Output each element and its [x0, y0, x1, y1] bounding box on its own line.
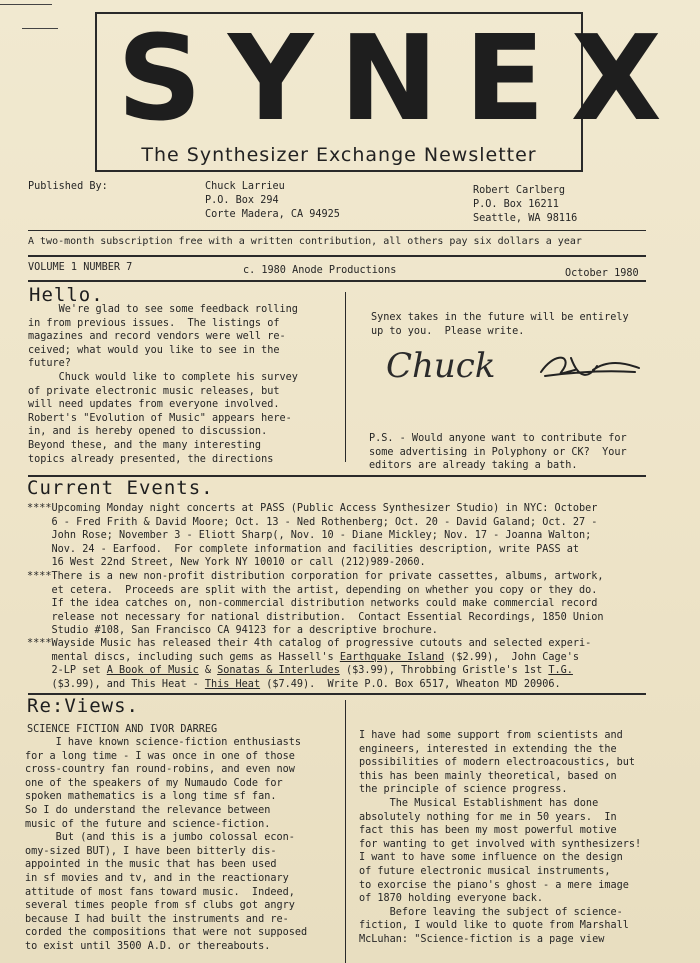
review-line: omy-sized BUT), I have been bitterly dis- [25, 845, 277, 857]
review-line: engineers, interested in extending the the [359, 743, 617, 755]
divider [28, 230, 646, 231]
hello-line: Chuck would like to complete his survey [28, 371, 298, 383]
signature-rc [535, 350, 645, 386]
event-item-wayside [27, 637, 591, 691]
masthead-title: SYNEX [117, 9, 688, 147]
editor1-city: Corte Madera, CA 94925 [205, 209, 340, 220]
hello-line: future? [28, 358, 71, 370]
editor2-name: Robert Carlberg [473, 185, 566, 196]
review-line: corded the compositions that were not supposed [25, 927, 308, 939]
hello-left-column [28, 303, 298, 466]
review-line: I have had some support from scientists and [359, 730, 623, 741]
review-line: the principle of science progress. [359, 784, 568, 796]
hello-line: will need updates from everyone involved. [28, 399, 280, 411]
signature-chuck: Chuck [386, 346, 496, 386]
review-line: fact this has been my most powerful motive [359, 825, 617, 837]
review-line: music of the future and science-fiction. [25, 818, 271, 830]
masthead-subtitle: The Synthesizer Exchange Newsletter [141, 144, 537, 166]
review-line: because I had built the instruments and re- [25, 913, 289, 925]
review-line: this has been mainly theoretical, based on [359, 770, 617, 782]
review-line: for wanting to get involved with synthesizers! [359, 838, 642, 850]
review-line: appointed in the music that has been used [25, 859, 277, 871]
hello-line: up to you. Please write. [371, 325, 525, 337]
reviews-left-column [25, 736, 307, 954]
review-line: attitude of most fans toward music. Indeed, [25, 886, 295, 898]
event-item-pass-concerts [27, 502, 597, 570]
review-line: The Musical Establishment has done [359, 797, 599, 809]
review-line: in sf movies and tv, and in the reactionary [25, 872, 289, 884]
hello-line: topics already presented, the directions [28, 453, 274, 465]
hello-line: We're glad to see some feedback rolling [28, 304, 298, 315]
review-line: fiction, I would like to quote from Marshall [359, 920, 629, 932]
hello-heading: Hello. [29, 284, 104, 306]
column-divider [345, 292, 346, 462]
review-line: to exorcise the piano's ghost - a mere image [359, 879, 629, 891]
review-line: I want to have some influence on the design [359, 852, 623, 864]
event-line: ****Upcoming Monday night concerts at PASS (Public Access Synthesizer Studio) in NYC: October [27, 503, 598, 514]
review-line: cross-country fan round-robins, and even now [25, 764, 295, 776]
review-line: But (and this is a jumbo colossal econ- [25, 832, 295, 844]
editor1-name: Chuck Larrieu [205, 181, 285, 192]
reviews-right-column [359, 729, 641, 947]
wayside-line-3: 2-LP set A Book of Music & Sonatas & Interludes ($3.99), Throbbing Gristle's 1st T.G. [27, 665, 573, 677]
hello-line: ceived; what would you like to see in the [28, 344, 280, 356]
wayside-line-4: ($3.99), and This Heat - This Heat ($7.49). Write P.O. Box 6517, Wheaton MD 20906. [27, 678, 561, 690]
review-line: Before leaving the subject of science- [359, 906, 623, 918]
review-line: of 1870 holding everyone back. [359, 893, 544, 905]
review-line: spoken mathematics is a long time sf fan. [25, 791, 277, 803]
editor2-city: Seattle, WA 98116 [473, 213, 578, 224]
hello-line: magazines and record vendors were well re- [28, 331, 286, 343]
event-line: ****There is a new non-profit distribution corporation for private cassettes, albums, artwork, [27, 571, 604, 582]
editor1-box: P.O. Box 294 [205, 195, 279, 206]
review-line: So I do understand the relevance between [25, 804, 271, 816]
event-line: John Rose; November 3 - Eliott Sharp(, Nov. 10 - Diane Mickley; Nov. 17 - Joanna Walton; [27, 530, 592, 542]
scan-mark [0, 4, 52, 5]
issue-date: October 1980 [565, 268, 639, 279]
event-line: 16 West 22nd Street, New York NY 10010 or call (212)989-2060. [27, 557, 426, 569]
review-line: several times people from sf clubs got angry [25, 900, 295, 912]
wayside-line-1: ****Wayside Music has released their 4th catalog of progressive cutouts and selected experi- [27, 638, 592, 649]
editor2-box: P.O. Box 16211 [473, 199, 559, 210]
hello-right-column [371, 311, 629, 338]
reviews-heading: Re:Views. [27, 695, 139, 717]
subscription-note: A two-month subscription free with a written contribution, all others pay six dollars a year [28, 236, 582, 247]
hello-line: of private electronic music releases, but [28, 385, 280, 397]
ps-line: editors are already taking a bath. [369, 460, 578, 472]
review-line: of future electronic musical instruments, [359, 865, 611, 877]
event-line: Nov. 24 - Earfood. For complete information and facilities description, write PASS at [27, 543, 580, 555]
review-line: I have known science-fiction enthusiasts [25, 737, 302, 748]
issue-copyright: c. 1980 Anode Productions [243, 265, 397, 276]
masthead-box [95, 9, 688, 172]
event-item-distribution [27, 570, 604, 638]
hello-line: Synex takes in the future will be entirely [371, 312, 629, 323]
ps-line: some advertising in Polyphony or CK? Your [369, 446, 627, 458]
review-line: to exist until 3500 A.D. or thereabouts. [25, 940, 271, 952]
event-line: 6 - Fred Frith & David Moore; Oct. 13 - Ned Rothenberg; Oct. 20 - David Galand; Oct. 27 - [27, 516, 598, 528]
event-line: release not necessary for national distribution. Contact Essential Recordings, 1850 Union [27, 611, 604, 623]
column-divider [345, 700, 346, 963]
issue-volume: VOLUME 1 NUMBER 7 [28, 262, 133, 273]
hello-ps [369, 432, 627, 473]
review-line: one of the speakers of my Numaudo Code for [25, 777, 283, 789]
review-line: possibilities of modern electroacoustics, but [359, 757, 636, 769]
events-heading: Current Events. [27, 477, 214, 499]
hello-line: Robert's "Evolution of Music" appears here- [28, 412, 292, 424]
hello-line: Beyond these, and the many interesting [28, 439, 262, 451]
divider [28, 280, 646, 282]
wayside-line-2: mental discs, including such gems as Hassell's Earthquake Island ($2.99), John Cage's [27, 651, 580, 663]
event-line: et cetera. Proceeds are split with the artist, depending on whether you copy or they do. [27, 584, 598, 596]
review-line: for a long time - I was once in one of those [25, 750, 295, 762]
ps-line: P.S. - Would anyone want to contribute for [369, 433, 627, 444]
published-by-label: Published By: [28, 181, 108, 192]
event-line: If the idea catches on, non-commercial distribution networks could make commercial record [27, 598, 598, 610]
divider [28, 255, 646, 257]
event-line: Studio #108, San Francisco CA 94123 for a descriptive brochure. [27, 625, 438, 637]
scan-mark [22, 28, 58, 29]
hello-line: in, and is hereby opened to discussion. [28, 426, 268, 438]
review-line: McLuhan: "Science-fiction is a page view [359, 933, 605, 945]
review-line: absolutely nothing for me in 50 years. In [359, 811, 617, 823]
reviews-subheading: SCIENCE FICTION AND IVOR DARREG [27, 724, 218, 735]
hello-line: in from previous issues. The listings of [28, 317, 280, 329]
